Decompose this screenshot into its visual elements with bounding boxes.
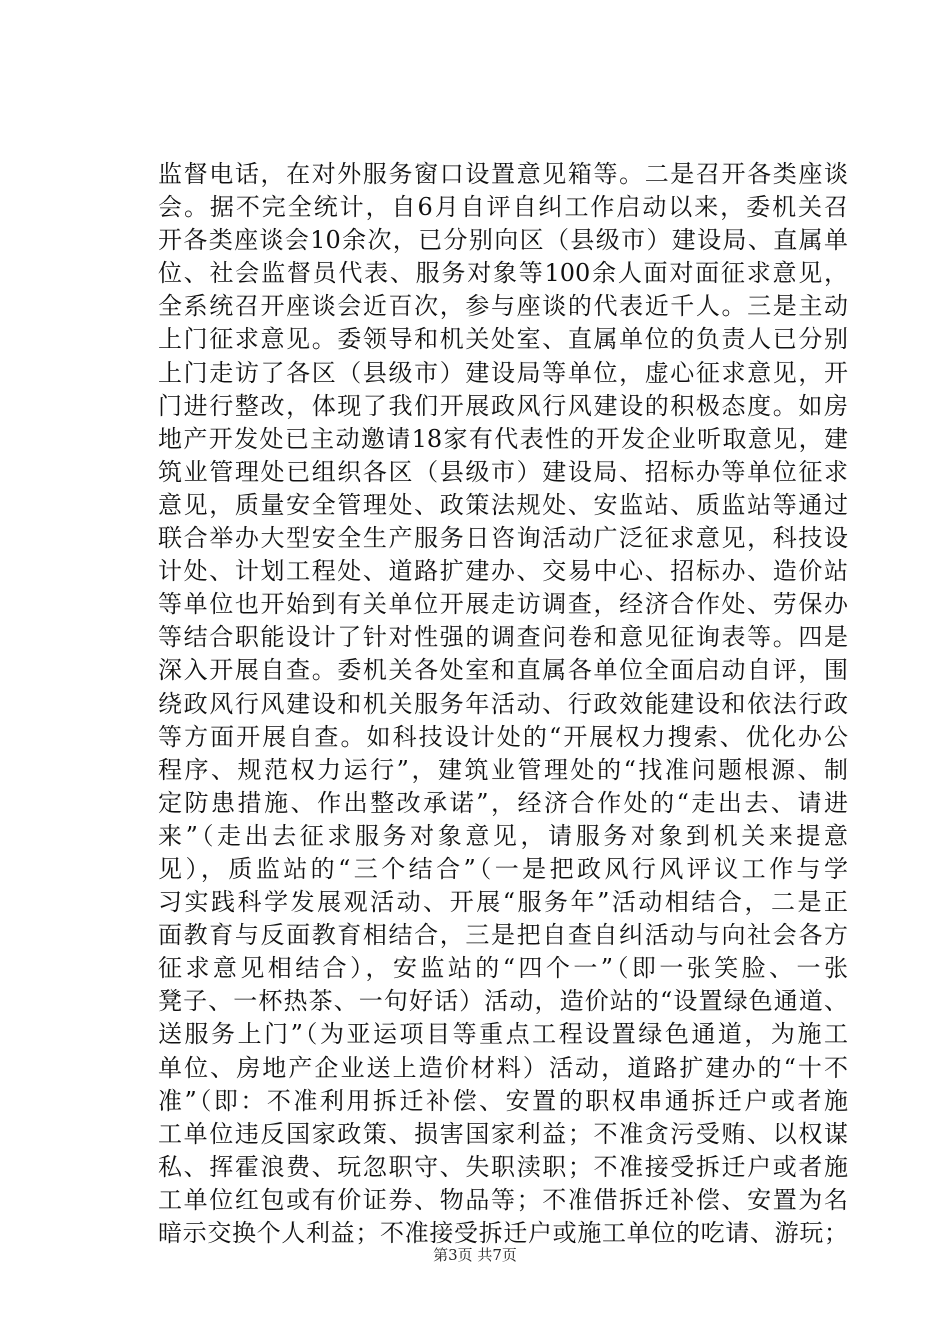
text-line: 准”（即：不准利用拆迁补偿、安置的职权串通拆迁户或者施 — [158, 1086, 848, 1115]
text-line: 筑业管理处已组织各区（县级市）建设局、招标办等单位征求 — [158, 457, 848, 486]
text-line: 开各类座谈会10余次，已分别向区（县级市）建设局、直属单 — [158, 226, 848, 255]
text-line: 征求意见相结合），安监站的“四个一”（即一张笑脸、一张 — [158, 954, 848, 983]
text-line: 深入开展自查。委机关各处室和直属各单位全面启动自评，围 — [158, 656, 848, 685]
text-line: 等单位也开始到有关单位开展走访调查，经济合作处、劳保办 — [158, 590, 848, 619]
text-line: 绕政风行风建设和机关服务年活动、行政效能建设和依法行政 — [158, 689, 848, 718]
text-line: 面教育与反面教育相结合，三是把自查自纠活动与向社会各方 — [158, 921, 848, 950]
text-line: 监督电话，在对外服务窗口设置意见箱等。二是召开各类座谈 — [158, 160, 848, 188]
text-line: 暗示交换个人利益；不准接受拆迁户或施工单位的吃请、游玩； — [158, 1219, 848, 1247]
text-line: 会。据不完全统计，自6月自评自纠工作启动以来，委机关召 — [158, 193, 848, 222]
text-line: 意见，质量安全管理处、政策法规处、安监站、质监站等通过 — [158, 490, 848, 519]
text-line: 来”（走出去征求服务对象意见，请服务对象到机关来提意 — [158, 821, 848, 850]
text-line: 上门走访了各区（县级市）建设局等单位，虚心征求意见，开 — [158, 358, 848, 387]
page-number-footer: 第3页 共7页 — [433, 1246, 517, 1264]
text-line: 全系统召开座谈会近百次，参与座谈的代表近千人。三是主动 — [158, 292, 848, 321]
text-line: 私、挥霍浪费、玩忽职守、失职渎职；不准接受拆迁户或者施 — [158, 1152, 848, 1181]
text-line: 联合举办大型安全生产服务日咨询活动广泛征求意见，科技设 — [158, 524, 848, 553]
text-line: 门进行整改，体现了我们开展政风行风建设的积极态度。如房 — [158, 391, 848, 420]
text-line: 计处、计划工程处、道路扩建办、交易中心、招标办、造价站 — [158, 557, 848, 586]
text-line: 凳子、一杯热茶、一句好话）活动，造价站的“设置绿色通道、 — [158, 987, 848, 1016]
text-line: 送服务上门”（为亚运项目等重点工程设置绿色通道，为施工 — [158, 1020, 848, 1049]
text-line: 见），质监站的“三个结合”（一是把政风行风评议工作与学 — [158, 854, 848, 883]
text-line: 上门征求意见。委领导和机关处室、直属单位的负责人已分别 — [158, 325, 848, 354]
text-line: 等方面开展自查。如科技设计处的“开展权力搜索、优化办公 — [158, 722, 848, 751]
text-line: 工单位违反国家政策、损害国家利益；不准贪污受贿、以权谋 — [158, 1119, 848, 1148]
text-line: 位、社会监督员代表、服务对象等100余人面对面征求意见， — [158, 259, 848, 288]
text-line: 单位、房地产企业送上造价材料）活动，道路扩建办的“十不 — [158, 1053, 848, 1082]
text-line: 地产开发处已主动邀请18家有代表性的开发企业听取意见，建 — [158, 424, 848, 453]
text-line: 习实践科学发展观活动、开展“服务年”活动相结合，二是正 — [158, 888, 848, 917]
text-line: 定防患措施、作出整改承诺”，经济合作处的“走出去、请进 — [158, 788, 848, 817]
text-line: 工单位红包或有价证券、物品等；不准借拆迁补偿、安置为名 — [158, 1185, 848, 1214]
body-text — [158, 158, 848, 1250]
text-line: 等结合职能设计了针对性强的调查问卷和意见征询表等。四是 — [158, 623, 848, 652]
text-line: 程序、规范权力运行”，建筑业管理处的“找准问题根源、制 — [158, 755, 848, 784]
